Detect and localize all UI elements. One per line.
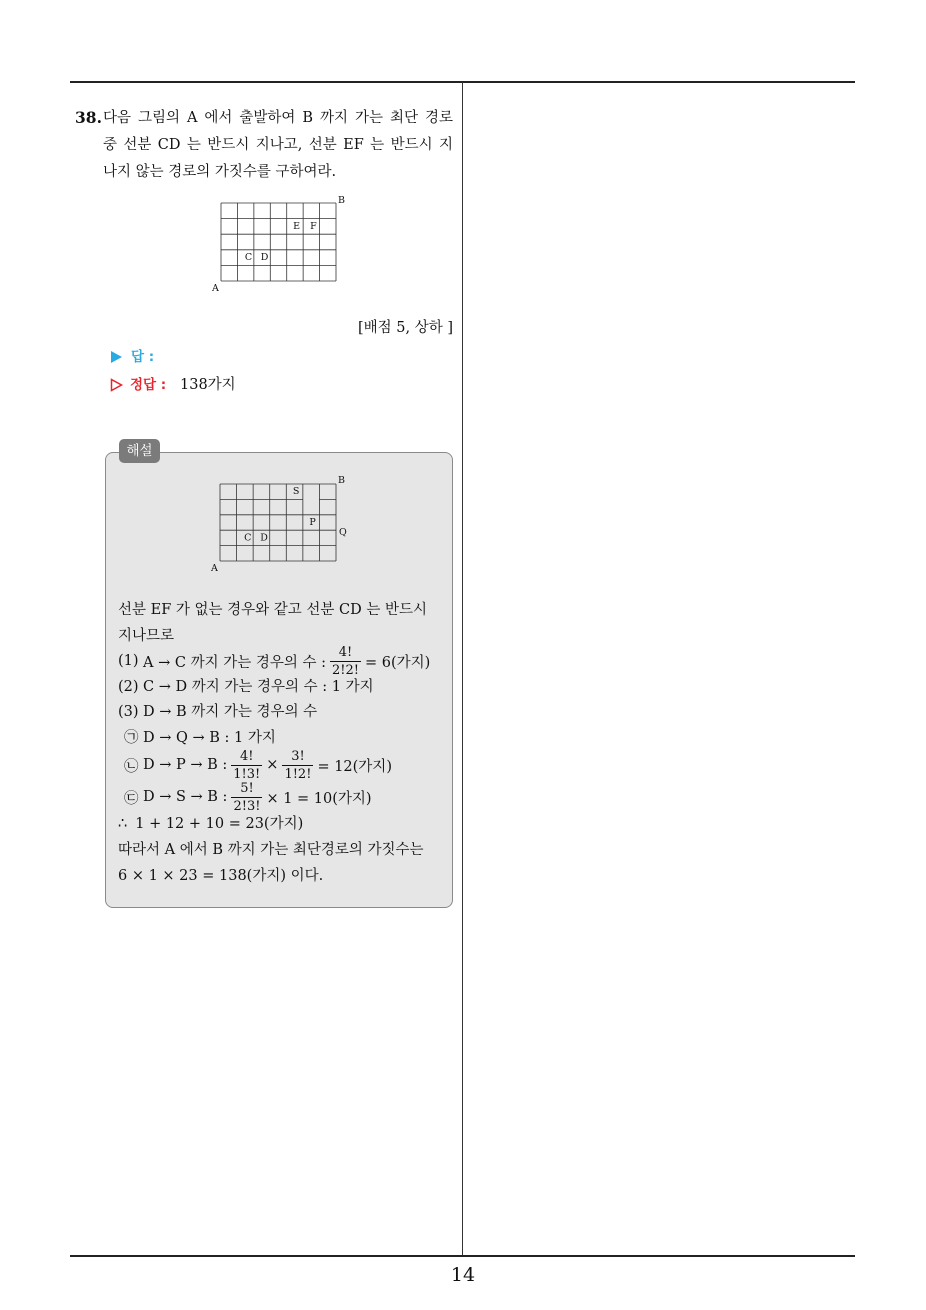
grid-label-c: C: [244, 532, 252, 544]
step-marker: (2): [118, 679, 139, 695]
explanation-case-1: [124, 728, 276, 748]
page-number: 14: [450, 1264, 476, 1286]
question-text-line: 나지 않는 경로의 가짓수를 구하여라.: [103, 164, 337, 180]
outline-triangle-icon: [110, 378, 123, 392]
case-result: = 12(가지): [317, 758, 392, 775]
case-marker: ㉠: [124, 730, 139, 746]
question-text-line: 다음 그림의 A 에서 출발하여 B 까지 가는 최단 경로: [103, 110, 453, 126]
grid-label-b: B: [338, 195, 345, 206]
fraction-numerator: 4!: [240, 748, 254, 764]
fraction: [330, 645, 361, 678]
fraction-denominator: 1!3!: [233, 766, 261, 782]
grid-label-c: C: [244, 251, 253, 263]
problem-grid-figure: [200, 190, 360, 300]
explanation-line: 지나므로: [118, 628, 175, 644]
step-marker: (3): [118, 704, 139, 720]
case-text: D → S → B :: [143, 789, 228, 805]
step-text: A → C 까지 가는 경우의 수 :: [143, 654, 326, 671]
footer-rule: [70, 1255, 855, 1257]
fraction-numerator: 5!: [240, 780, 254, 796]
play-triangle-icon: [110, 350, 123, 364]
case-marker: ㉡: [124, 758, 139, 775]
grid-label-a: A: [211, 563, 218, 574]
grid-label-e: E: [293, 221, 301, 233]
grid-label-d: D: [260, 532, 268, 544]
fraction: [231, 749, 262, 782]
case-text: D → P → B :: [143, 757, 228, 773]
correct-answer-value: 138가지: [180, 377, 236, 393]
case-marker: ㉢: [124, 790, 139, 807]
case-text: D → Q → B : 1 가지: [143, 730, 276, 746]
grid-label-b: B: [338, 475, 345, 486]
fraction-denominator: 2!2!: [331, 662, 359, 678]
grid-label-s: S: [292, 486, 300, 497]
grid-label-a: A: [212, 283, 219, 294]
fraction: [231, 781, 262, 814]
solution-grid-figure: [200, 470, 360, 580]
explanation-step-3: [118, 702, 317, 722]
score-info: [배점 5, 상하 ]: [357, 320, 453, 336]
step-text: C → D 까지 가는 경우의 수 : 1 가지: [143, 679, 374, 695]
fraction-denominator: 1!2!: [284, 766, 312, 782]
correct-answer-label: 정답 :: [130, 377, 167, 393]
explanation-case-2: [124, 747, 392, 783]
explanation-line: 따라서 A 에서 B 까지 가는 최단경로의 가짓수는: [118, 842, 424, 858]
fraction-denominator: 2!3!: [233, 798, 261, 814]
step-result: = 6(가지): [364, 654, 431, 671]
step-text: D → B 까지 가는 경우의 수: [143, 704, 318, 720]
therefore-text: 1 + 12 + 10 = 23(가지): [135, 816, 304, 832]
therefore-symbol: ∴: [118, 816, 128, 832]
question-text-line: 중 선분 CD 는 반드시 지나고, 선분 EF 는 반드시 지: [103, 137, 453, 153]
multiply-operator: ×: [266, 757, 279, 773]
grid-label-f: F: [310, 221, 317, 233]
explanation-step-1: [118, 643, 430, 679]
explanation-step-2: [118, 677, 374, 697]
explanation-tab: 해설: [119, 439, 160, 463]
answer-label: 답 :: [131, 349, 155, 365]
fraction-numerator: 4!: [338, 644, 353, 660]
grid-label-p: P: [309, 516, 316, 528]
fraction-numerator: 3!: [291, 748, 305, 764]
explanation-case-3: [124, 779, 372, 815]
column-divider: [462, 82, 463, 1256]
question-number: 38.: [75, 108, 102, 127]
grid-label-d: D: [260, 251, 269, 263]
explanation-line: 선분 EF 가 없는 경우와 같고 선분 CD 는 반드시: [118, 602, 427, 618]
explanation-therefore: [118, 814, 303, 834]
case-result: × 1 = 10(가지): [266, 790, 372, 807]
step-marker: (1): [118, 653, 139, 669]
explanation-line: 6 × 1 × 23 = 138(가지) 이다.: [118, 868, 324, 884]
grid-label-q: Q: [339, 527, 347, 539]
fraction: [282, 749, 313, 782]
